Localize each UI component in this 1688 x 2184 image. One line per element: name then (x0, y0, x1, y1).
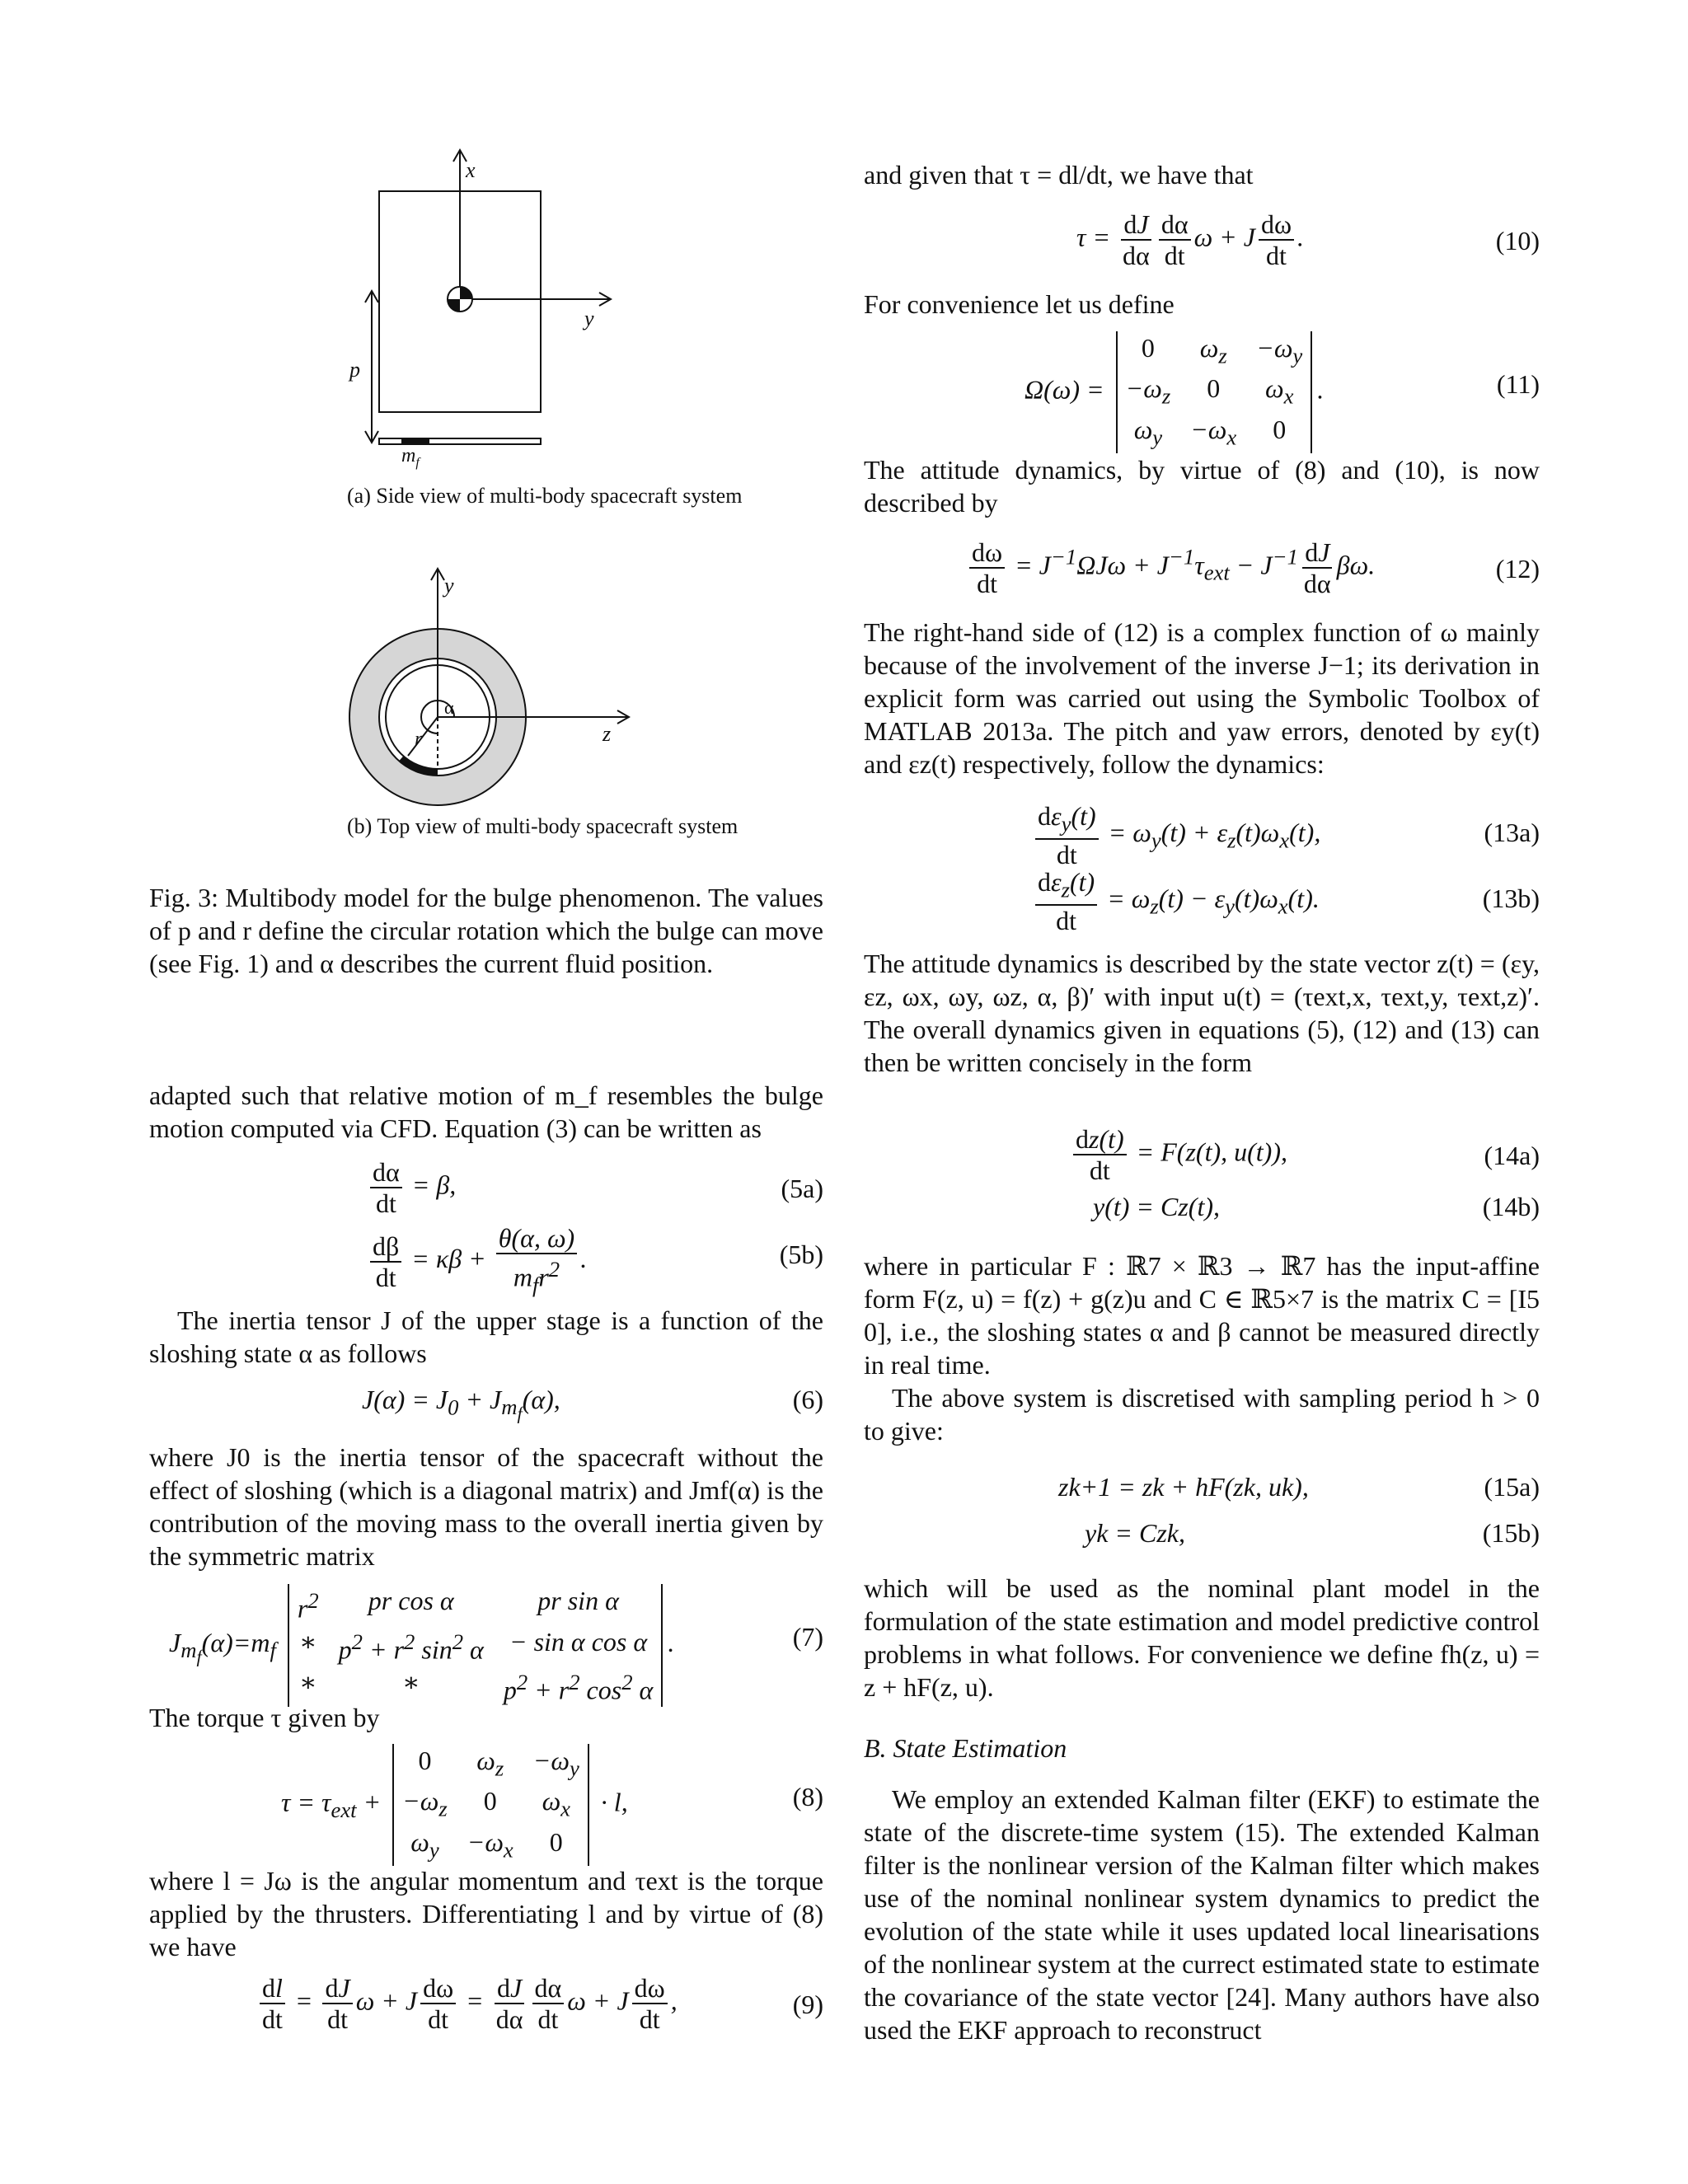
equation-15b-body: yk = Czk, (1085, 1518, 1185, 1548)
equation-10 (864, 209, 1540, 275)
side-x-label: x (466, 158, 476, 182)
equation-13b-body: $\frac{d\varepsilon_z(t)}{dt}$ = $\omega_z(t) - \varepsilon_y(t)\omega_x(t)$. (1032, 867, 1320, 935)
equation-10-body: τ = $\frac{dJ}{d\alpha}$ $\frac{d\alpha}{dt}$ ω + J $\frac{d\omega}{dt}$ . (1076, 209, 1305, 270)
paragraph-discretised: The above system is discretised with sampling period h > 0 to give: (864, 1383, 1540, 1446)
subfig-a-caption: (a) Side view of multi-body spacecraft system (347, 484, 743, 508)
equation-9-number: (9) (792, 1990, 823, 2019)
equation-14b-number: (14b) (1482, 1192, 1540, 1221)
center-of-mass-quadrant-1 (460, 287, 472, 299)
paragraph-ekf: We employ an extended Kalman filter (EKF) to estimate the state of the discrete-time system (15). The extended Kalman filter is the nonlinear version of the Kalman filter which makes use of the nominal nonlinear system dynamics to predict the evolution of the state while it uses updated local linearisations of the nonlinear system at the currect estimated state to estimate the covariance of the state vector [24]. Many authors have also used the EKF approach to reconstruct (864, 1784, 1540, 2045)
side-mf-label: $m_f$ (401, 445, 420, 470)
side-view-diagram (149, 140, 823, 536)
paragraph-torque: The torque τ given by (149, 1703, 380, 1732)
paragraph-right-hand-side: The right-hand side of (12) is a complex function of ω mainly because of the involvement of the inverse J−1; its derivation in explicit form was carried out using the Symbolic Toolbox of MATLAB 2013a. The pitch and yaw errors, denoted by εy(t) and εz(t) respectively, follow the dynamics: (864, 617, 1540, 779)
equation-13b (864, 867, 1540, 936)
equation-14a (864, 1124, 1540, 1190)
paragraph-where-j0: where J0 is the inertia tensor of the spacecraft without the effect of sloshing (which is a diagonal matrix) and Jmf(α) is the contribution of the moving mass to the overall inertia given by the symmetric matrix (149, 1442, 823, 1571)
equation-13b-number: (13b) (1482, 883, 1540, 913)
paragraph-inertia: The inertia tensor J of the upper stage is a function of the sloshing state α as follows (149, 1305, 823, 1368)
subfig-b-caption: (b) Top view of multi-body spacecraft system (347, 814, 738, 838)
top-y-label: y (444, 574, 454, 598)
paragraph-attitude: The attitude dynamics, by virtue of (8) and (10), is now described by (864, 455, 1540, 518)
equation-6-number: (6) (792, 1385, 823, 1414)
equation-5a-body: $\frac{d\alpha}{dt}$ = β, (367, 1157, 456, 1218)
equation-8 (149, 1744, 823, 1863)
paragraph-adapted: adapted such that relative motion of m_f resembles the bulge motion computed via CFD. Equation (3) can be written as (149, 1080, 823, 1143)
equation-11 (864, 331, 1540, 450)
paragraph-state-vector: The attitude dynamics is described by the state vector z(t) = (εy, εz, ωx, ωy, ωz, α, β)′ with input u(t) = (τext,x, τext,y, τext,z)′. The overall dynamics given in equations (5), (12) and (13) can then be written concisely in the form (864, 949, 1540, 1077)
equation-7-number: (7) (792, 1622, 823, 1652)
paragraph-nominal-plant: which will be used as the nominal plant model in the formulation of the state estimation and model predictive control problems in what follows. For convenience we define fh(z, u) = z + hF(z, u). (864, 1573, 1540, 1702)
equation-7-body: $J_{m_f}(\alpha)=m_f$ $r^2$ pr cos α pr sin α ∗ $p^2 + r^2$ $\sin^2 \alpha$ − sin α cos α ∗ ∗ $p^2 + r^2$ $\cos^2 \alpha$ . (169, 1586, 675, 1705)
equation-15b (864, 1518, 1540, 1554)
equation-15a (864, 1472, 1540, 1508)
equation-8-body: $\tau = \tau_{ext}$ + 0 $\omega_z$ $-\omega_y$ $-\omega_z$ 0 $\omega_x$ $\omega_y$ $-\omega_x$ 0 · l, (281, 1744, 628, 1866)
equation-5a (149, 1157, 823, 1223)
equation-5b (149, 1223, 823, 1298)
equation-7 (149, 1584, 823, 1705)
moving-mass-block (401, 438, 429, 444)
equation-10-number: (10) (1495, 226, 1540, 255)
equation-15b-number: (15b) (1482, 1518, 1540, 1548)
left-column (149, 0, 823, 2184)
equation-11-number: (11) (1496, 369, 1540, 399)
equation-12-number: (12) (1495, 554, 1540, 583)
side-p-label: p (349, 358, 360, 382)
center-of-mass-quadrant-2 (448, 299, 460, 312)
equation-13a (864, 801, 1540, 870)
figure-caption: Fig. 3: Multibody model for the bulge phenomenon. The values of p and r define the circular rotation which the bulge can move (see Fig. 1) and α describes the current fluid position. (149, 883, 823, 978)
top-r-label: r (415, 729, 423, 750)
equation-5a-number: (5a) (781, 1174, 823, 1203)
equation-12-body: $\frac{d\omega}{dt}$ = $J^{-1}\Omega J\omega + J^{-1}\tau_{ext} - J^{-1}$ $\frac{dJ}{d\alpha}$ βω. (966, 537, 1375, 598)
side-y-label: y (584, 307, 594, 330)
top-z-label: z (603, 722, 612, 746)
right-column (864, 0, 1540, 2184)
equation-8-number: (8) (792, 1782, 823, 1811)
equation-14b-body: y(t) = Cz(t), (1093, 1192, 1220, 1221)
paragraph-given-tau: and given that τ = dl/dt, we have that (864, 160, 1254, 190)
paragraph-input-affine: where in particular F : ℝ7 × ℝ3 → ℝ7 has the input-affine form F(z, u) = f(z) + g(z)u and C ∈ ℝ5×7 is the matrix C = [I5 0], i.e., the sloshing states α and β cannot be measured directly in real time. (864, 1251, 1540, 1380)
equation-11-body: Ω(ω) = 0 $\omega_z$ $-\omega_y$ $-\omega_z$ 0 $\omega_x$ $\omega_y$ $-\omega_x$ 0 . (1025, 331, 1324, 453)
equation-14a-body: $\frac{dz(t)}{dt}$ = F(z(t), u(t)), (1070, 1124, 1287, 1185)
top-alpha-label: α (444, 697, 454, 718)
equation-6-body: $J(\alpha) = J_0 + J_{m_f}(\alpha)$, (362, 1385, 560, 1424)
equation-15a-number: (15a) (1484, 1472, 1540, 1502)
equation-9-body: $\frac{dl}{dt}$ = $\frac{dJ}{dt}$ ω + J $\frac{d\omega}{dt}$ = $\frac{dJ}{d\alpha}$ $\frac{d\alpha}{dt}$ ω + J $\frac{d\omega}{dt}$ , (256, 1973, 678, 2034)
equation-6 (149, 1385, 823, 1426)
equation-13a-number: (13a) (1484, 818, 1540, 847)
paragraph-convenience: For convenience let us define (864, 289, 1175, 319)
paragraph-angular-momentum: where l = Jω is the angular momentum and τext is the torque applied by the thrusters. Differentiating l and by virtue of (8) we have (149, 1866, 823, 1961)
equation-5b-body: $\frac{d\beta}{dt}$ = κβ + $\frac{\theta(\alpha, \omega)}{m_fr^2}$ . (367, 1223, 587, 1300)
equation-14b (864, 1192, 1540, 1228)
section-heading-state-estimation: B. State Estimation (864, 1733, 1067, 1763)
equation-15a-body: zk+1 = zk + hF(zk, uk), (1058, 1472, 1309, 1502)
equation-13a-body: $\frac{d\varepsilon_y(t)}{dt}$ = $\omega_y(t) + \varepsilon_z(t)\omega_x(t)$, (1032, 801, 1320, 869)
equation-14a-number: (14a) (1484, 1141, 1540, 1170)
equation-9 (149, 1973, 823, 2039)
equation-5b-number: (5b) (779, 1240, 823, 1269)
equation-12 (864, 537, 1540, 603)
top-view-diagram (149, 560, 823, 824)
